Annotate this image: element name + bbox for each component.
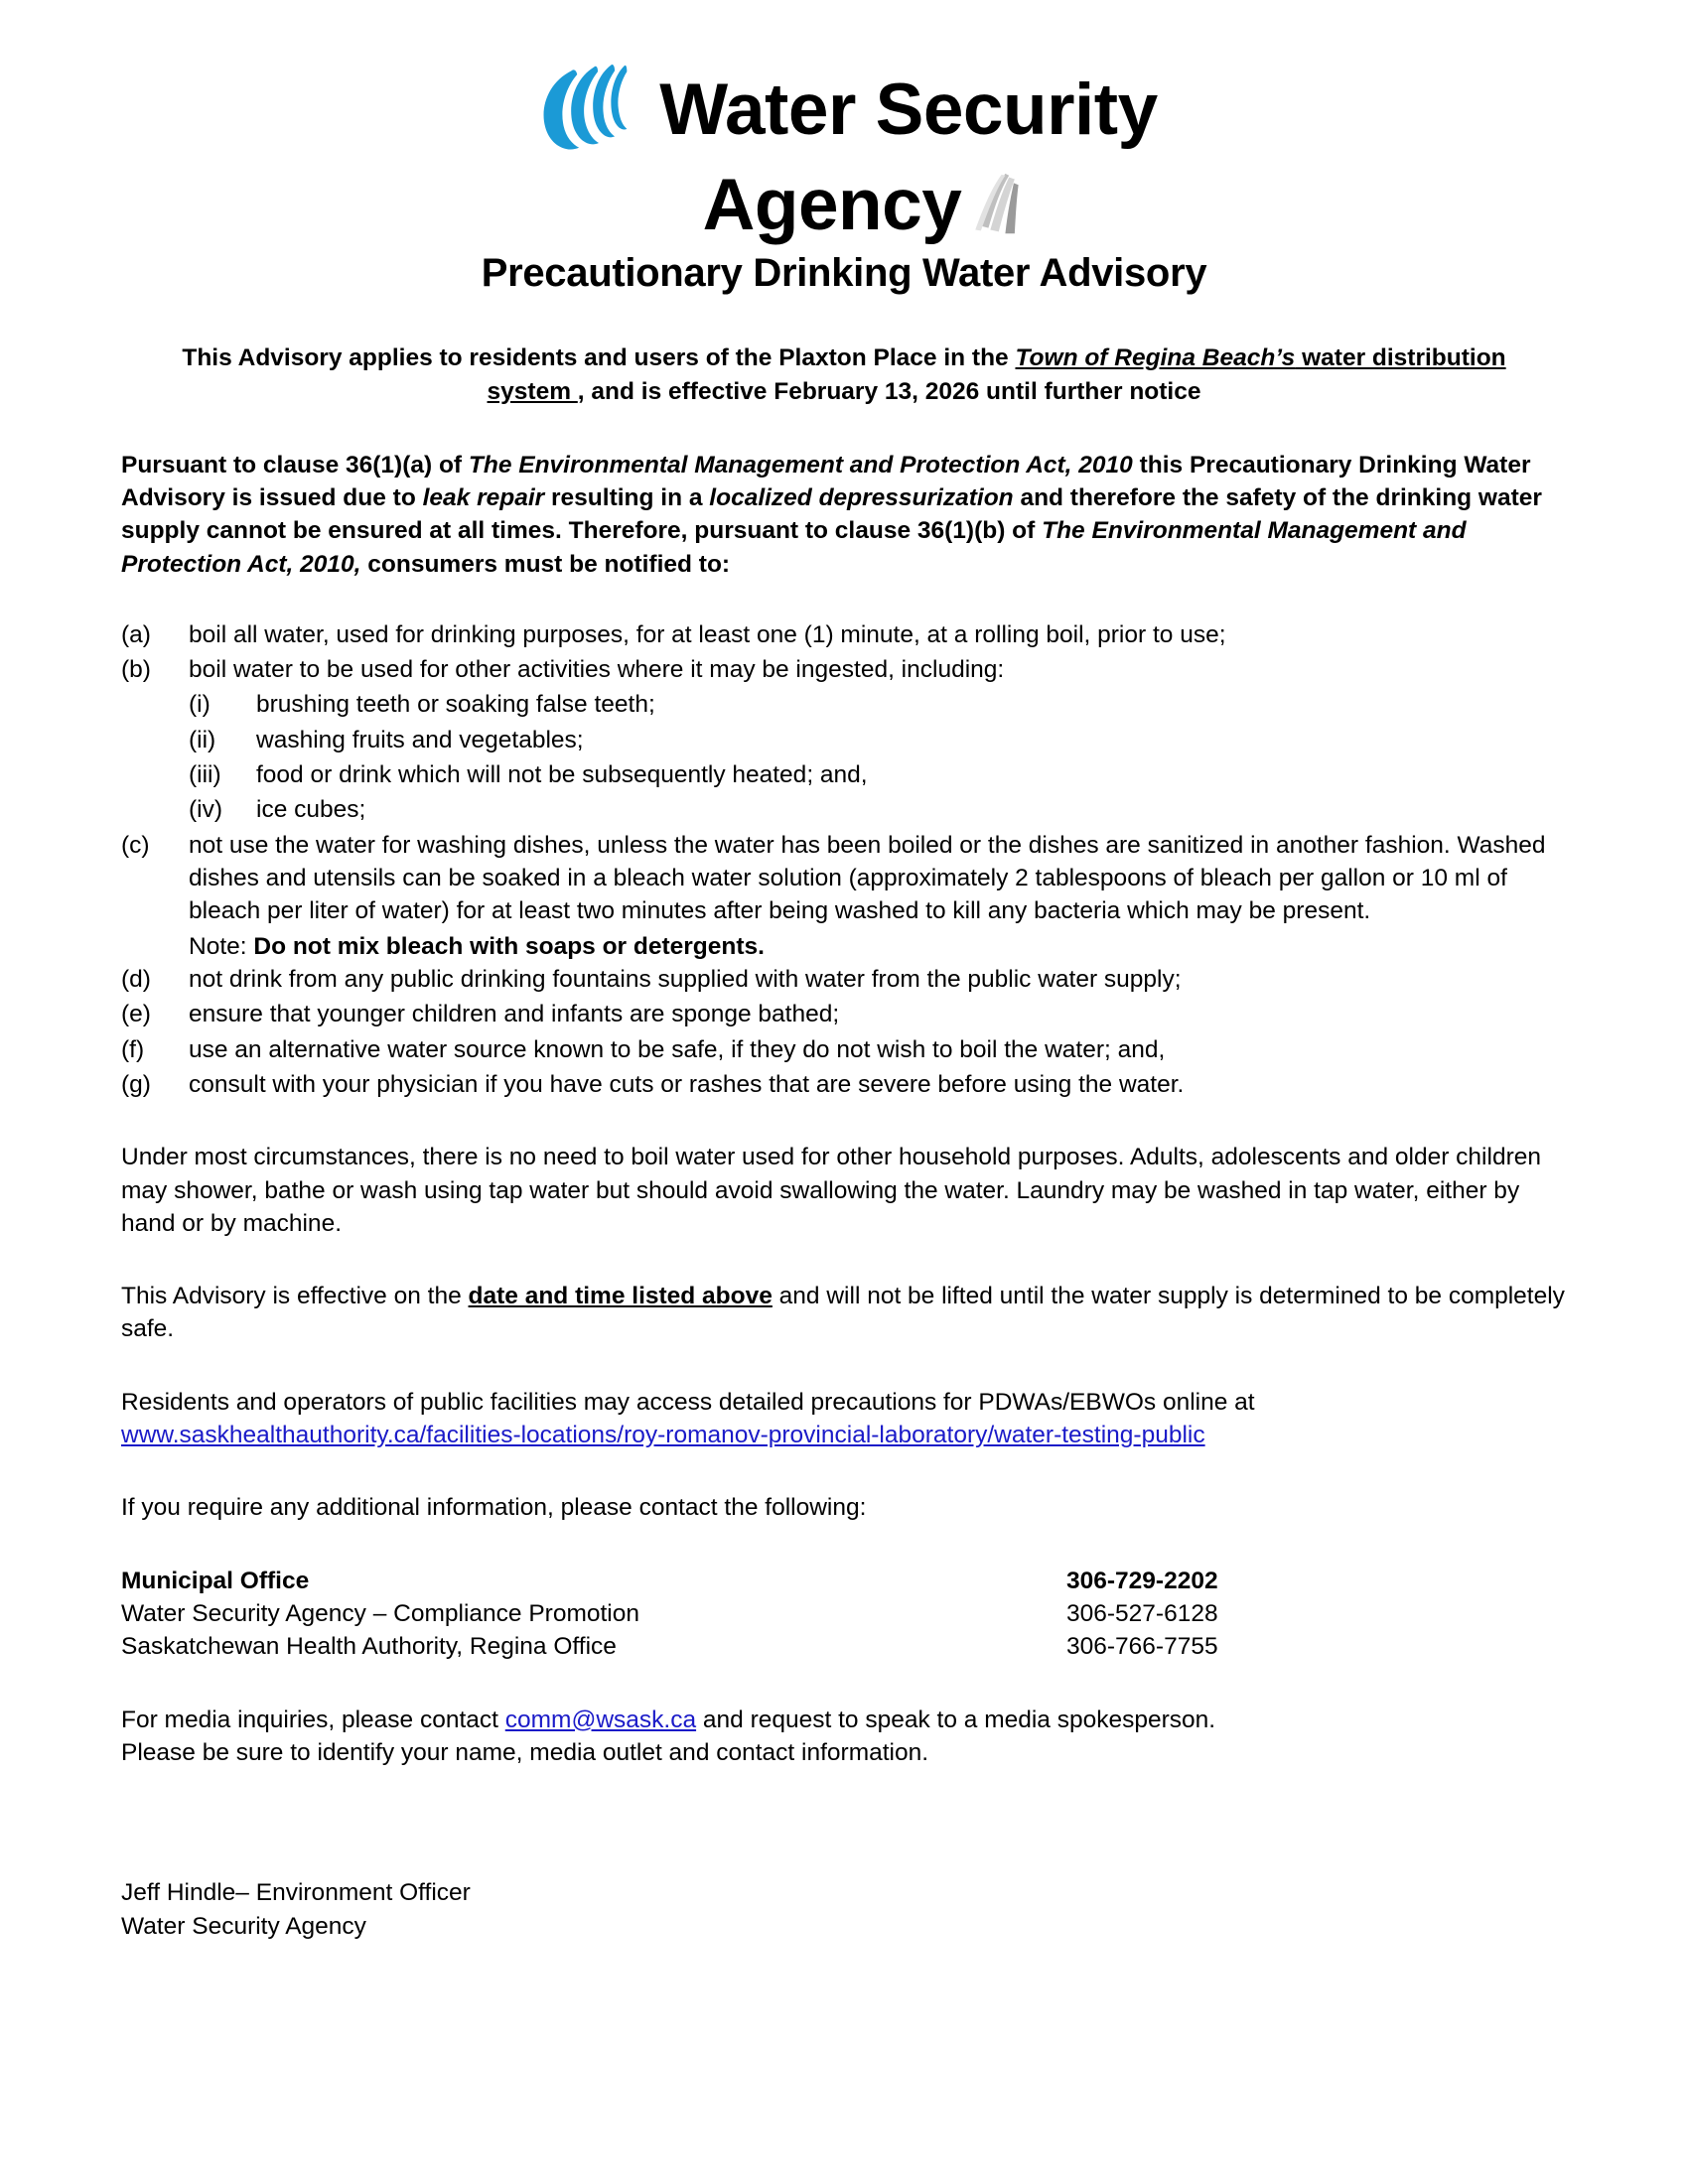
logo-row-primary [0,58,1688,161]
sublist-item-text: food or drink which will not be subsequently heated; and, [256,761,868,789]
bleach-note [189,930,1567,963]
list-item [121,1033,1567,1066]
advisory-lead-paragraph [121,341,1567,409]
list-item-text: not drink from any public drinking fountains supplied with water from the public water supply; [189,965,1182,993]
logo-row-secondary [0,165,1688,245]
contact-name: Municipal Office [121,1567,310,1594]
sublist-item-text: ice cubes; [256,796,366,824]
requirements-list [121,618,1567,1101]
online-precautions-paragraph [121,1386,1567,1452]
sublist-item-marker: (iii) [189,761,221,789]
page-title: Precautionary Drinking Water Advisory [481,251,1207,295]
sublist-item-text: brushing teeth or soaking false teeth; [256,691,655,719]
sublist-item-marker: (iv) [189,796,223,824]
advisory-lead-system: water distribution system [487,344,1506,405]
contact-phone: 306-729-2202 [1066,1567,1218,1594]
media-p3: Please be sure to identify your name, media outlet and contact information. [121,1738,929,1766]
contact-list [121,1565,1567,1664]
logo-text-line-1: Water Security [659,68,1158,150]
sublist-item [189,793,1567,826]
contact-row [121,1630,1567,1663]
media-inquiries-paragraph [121,1704,1567,1770]
list-item-text: ensure that younger children and infants are sponge bathed; [189,1001,840,1028]
contact-phone: 306-766-7755 [1066,1633,1218,1661]
media-p1: For media inquiries, please contact [121,1706,505,1733]
list-item-text: consult with your physician if you have cuts or rashes that are severe before using the water. [189,1070,1185,1098]
list-item [121,829,1567,928]
advisory-lead-place: Town of Regina Beach’s [1015,344,1296,371]
contact-name: Saskatchewan Health Authority, Regina Office [121,1633,617,1661]
pursuant-act-citation-2: The Environmental Management and Protection Act, 2010, [121,517,1467,578]
list-item-marker: (d) [121,965,151,993]
household-use-paragraph: Under most circumstances, there is no need to boil water used for other household purposes. Adults, adolescents and older children may shower, bathe or wash using tap water but should avoid swallowing the water. Laundry may be washed in tap water, either by hand or by machine. [121,1144,1541,1237]
pursuant-p3: resulting in a [544,483,710,511]
list-item [121,618,1567,651]
signature-name-title: Jeff Hindle– Environment Officer [121,1879,471,1907]
pursuant-act-citation-1: The Environmental Management and Protection Act, 2010 [468,451,1133,478]
list-item-marker: (f) [121,1035,145,1063]
pursuant-cause: leak repair [422,483,545,511]
media-p2: and request to speak to a media spokesperson. [696,1706,1216,1733]
pursuant-paragraph [121,449,1567,581]
contact-phone: 306-527-6128 [1066,1600,1218,1628]
effective-p1: This Advisory is effective on the [121,1283,469,1310]
logo-text-line-2: Agency [702,165,962,245]
feather-icon [967,172,1025,237]
contact-row [121,1565,1567,1597]
list-item [121,963,1567,996]
sublist-item [189,724,1567,756]
bleach-note-label: Note: [189,932,254,960]
contact-row [121,1597,1567,1630]
sublist-item-marker: (i) [189,691,211,719]
list-item-text: use an alternative water source known to be safe, if they do not wish to boil the water; and, [189,1035,1166,1063]
water-testing-link[interactable]: www.saskhealthauthority.ca/facilities-locations/roy-romanov-provincial-laboratory/water-testing-public [121,1422,1205,1449]
document-body [0,341,1688,1944]
media-email-link[interactable]: comm@wsask.ca [504,1706,697,1733]
list-item [121,653,1567,686]
list-item-marker: (g) [121,1070,151,1098]
list-item-marker: (a) [121,620,151,648]
sublist-item-text: washing fruits and vegetables; [256,726,584,753]
list-item-text: boil all water, used for drinking purposes, for at least one (1) minute, at a rolling boil, prior to use; [189,620,1226,648]
list-item-marker: (e) [121,1001,151,1028]
list-item-text: not use the water for washing dishes, unless the water has been boiled or the dishes are sanitized in another fashion. Washed dishes and utensils can be soaked in a bleach water solution (approximately 2 tablespoons of bleach per gallon or 10 ml of bleach per liter of water) for at least two minutes after being washed to kill any bacteria which may be present. [189,831,1546,925]
advisory-lead-part3: , and is effective February 13, 2026 until further notice [577,377,1201,405]
water-droplet-logo-icon [530,58,633,161]
contact-intro: If you require any additional information, please contact the following: [121,1494,867,1522]
effective-paragraph [121,1280,1567,1346]
pursuant-p1: Pursuant to clause 36(1)(a) of [121,451,469,478]
sublist-item [189,688,1567,721]
sublist-item [189,758,1567,791]
pursuant-effect: localized depressurization [709,483,1014,511]
ingestion-sublist [189,688,1567,826]
list-item-marker: (c) [121,831,150,859]
list-item-text: boil water to be used for other activities where it may be ingested, including: [189,656,1005,684]
agency-logo-block [0,0,1688,245]
list-item [121,1068,1567,1101]
list-item [121,998,1567,1030]
signature-block [121,1876,1567,1944]
contact-name: Water Security Agency – Compliance Promotion [121,1600,639,1628]
online-precautions-text: Residents and operators of public facilities may access detailed precautions for PDWAs/EBWOs online at [121,1388,1255,1416]
effective-p2: and will not be lifted until the water supply is determined to be completely safe. [121,1283,1565,1343]
effective-emphasis: date and time listed above [468,1283,773,1310]
advisory-lead-part1: This Advisory applies to residents and users of the Plaxton Place in the [182,344,1016,371]
sublist-item-marker: (ii) [189,726,216,753]
pursuant-p4: and therefore the safety of the drinking water supply cannot be ensured at all times. Therefore, pursuant to clause 36(1)(b) of [121,483,1542,545]
pursuant-p5: consumers must be notified to: [360,550,731,578]
list-item-marker: (b) [121,656,151,684]
pursuant-p2: this Precautionary Drinking Water Advisory is issued due to [121,451,1531,511]
signature-agency: Water Security Agency [121,1913,366,1941]
bleach-note-warning: Do not mix bleach with soaps or detergents. [253,932,765,960]
